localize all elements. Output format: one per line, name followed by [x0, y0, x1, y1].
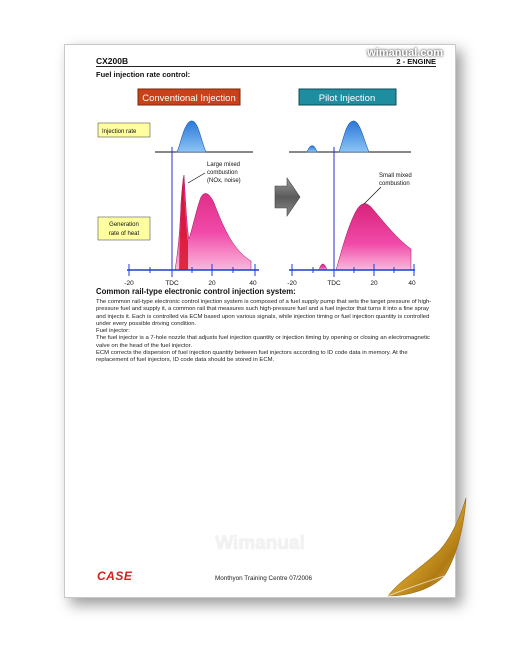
body-text — [96, 299, 438, 365]
body-title: Common rail-type electronic control injection system: — [96, 287, 296, 296]
injection-rate-label: Injection rate — [102, 129, 137, 135]
section-title: Fuel injection rate control: — [96, 70, 191, 79]
left-annotation-3: (NOx, noise) — [207, 178, 241, 184]
right-tick-label: -20 — [287, 280, 297, 287]
generation-label-1: Generation — [109, 222, 139, 228]
page-curl — [382, 488, 472, 598]
left-injection-curve — [177, 121, 206, 152]
right-annotation-2: combustion — [379, 181, 410, 187]
transition-arrow — [275, 178, 300, 216]
center-watermark: Wimanual — [215, 533, 305, 554]
injection-diagram — [93, 81, 445, 289]
model-header: CX200B — [96, 56, 129, 66]
left-tick-label: 20 — [208, 280, 216, 287]
pilot-title: Pilot Injection — [318, 93, 376, 104]
header-rule — [96, 66, 436, 67]
right-pilot-bump — [307, 146, 317, 152]
right-annotation-1: Small mixed — [379, 173, 412, 179]
right-pilot-heat — [319, 264, 327, 270]
body-paragraph: The common rail-type electronic control injection system is composed of a fuel supply pump that sets the target pressure of high-pressure fuel and supply it, a common rail that measures such high-pressure fuel and a fuel injector that turns it into a fine spray and injects it. Each is controlled via ECM based upon various signals, while injection timing or fuel injection quantity is controlled under every possible driving condition. — [96, 299, 432, 327]
right-tick-label: TDC — [327, 280, 341, 287]
case-logo: CASE — [97, 569, 133, 583]
conventional-title: Conventional Injection — [142, 93, 236, 104]
right-tick-label: 20 — [370, 280, 378, 287]
section-header: 2 - ENGINE — [396, 57, 436, 66]
body-paragraph: The fuel injector is a 7-hole nozzle that adjusts fuel injection quantity or injection timing by opening or closing an electromagnetic valve on the head of the fuel injector. — [96, 335, 430, 349]
left-annotation-arrow — [188, 173, 205, 183]
left-annotation-1: Large mixed — [207, 162, 241, 168]
footer-text: Monthyon Training Centre 07/2006 — [215, 575, 312, 582]
generation-label-2: rate of heat — [108, 231, 140, 237]
left-tick-label: -20 — [124, 280, 134, 287]
right-heat-curve — [336, 204, 411, 270]
left-tick-label: TDC — [165, 280, 179, 287]
right-tick-label: 40 — [408, 280, 416, 287]
right-injection-curve — [339, 121, 369, 152]
body-paragraph: Fuel injector: — [96, 328, 130, 335]
left-annotation-2: combustion — [207, 170, 238, 176]
body-paragraph: ECM corrects the dispersion of fuel injection quantity between fuel injectors according to ID code data in memory. At the replacement of fuel injectors, ID code data should be stored in ECM. — [96, 350, 408, 364]
left-tick-label: 40 — [249, 280, 257, 287]
right-annotation-arrow — [364, 187, 381, 204]
site-watermark: wimanual.com — [367, 47, 443, 59]
